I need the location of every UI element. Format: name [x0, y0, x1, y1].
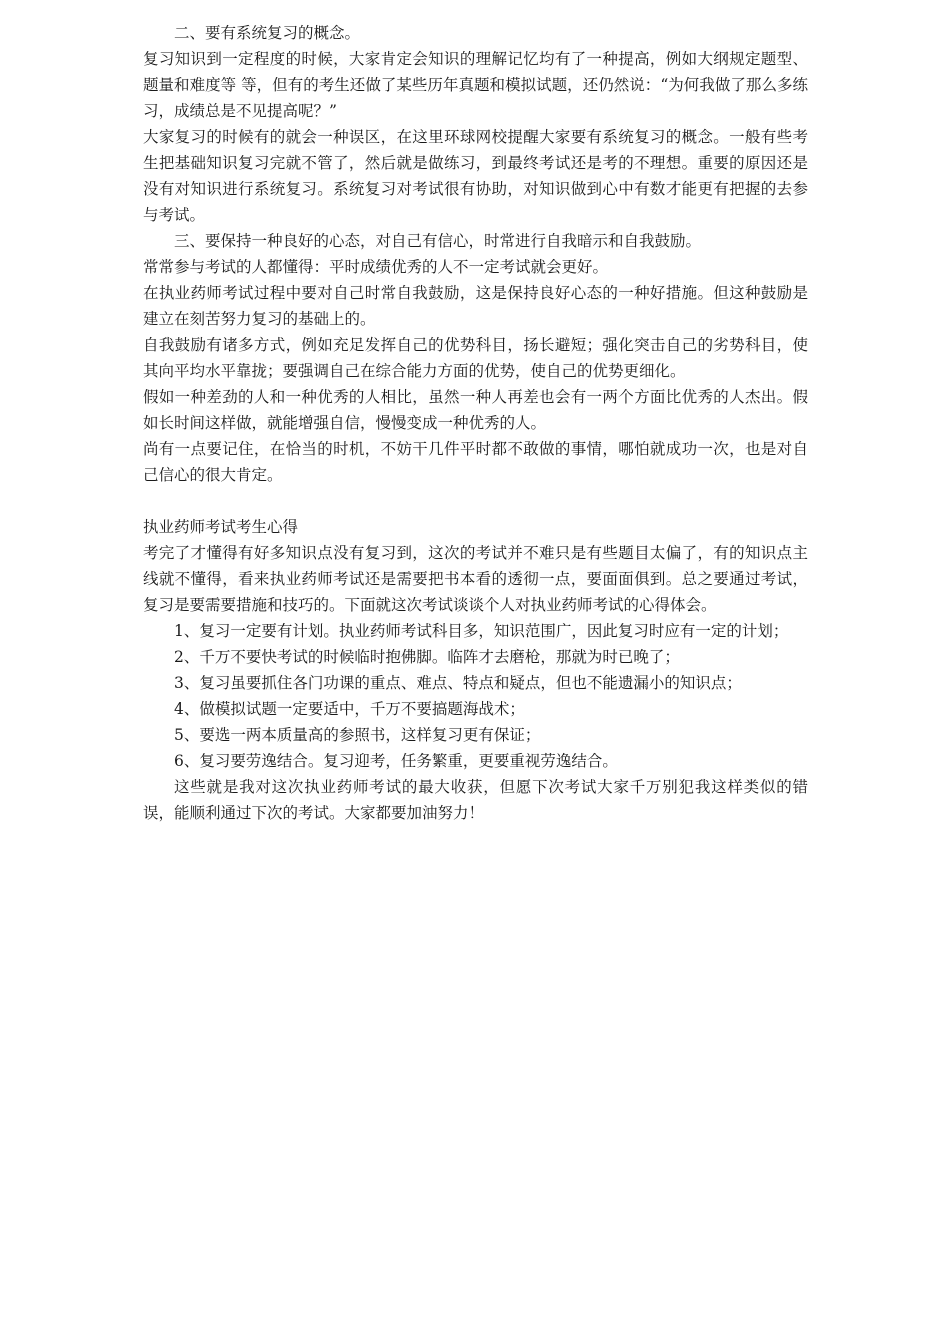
list-item: 2、千万不要快考试的时候临时抱佛脚。临阵才去磨枪，那就为时已晚了；: [174, 648, 680, 666]
spacer: [143, 488, 808, 514]
conclusion-paragraph: 这些就是我对这次执业药师考试的最大收获，但愿下次考试大家千万别犯我这样类似的错误，能顺利通过下次的考试。大家都要加油努力！: [143, 778, 808, 822]
list-item: 1、复习一定要有计划。执业药师考试科目多，知识范围广，因此复习时应有一定的计划；: [174, 622, 789, 640]
paragraph: 复习知识到一定程度的时候，大家肯定会知识的理解记忆均有了一种提高，例如大纲规定题型、题量和难度等 等，但有的考生还做了某些历年真题和模拟试题，还仍然说：“为何我做了那么多练习，成绩总是不见提高呢？”: [143, 50, 808, 120]
paragraph: 自我鼓励有诸多方式，例如充足发挥自己的优势科目，扬长避短；强化突击自己的劣势科目，使其向平均水平靠拢；要强调自己在综合能力方面的优势，使自己的优势更细化。: [143, 336, 808, 380]
article-title: 执业药师考试考生心得: [143, 518, 299, 536]
paragraph: 大家复习的时候有的就会一种误区，在这里环球网校提醒大家要有系统复习的概念。一般有些考生把基础知识复习完就不管了，然后就是做练习，到最终考试还是考的不理想。重要的原因还是没有对知识进行系统复习。系统复习对考试很有协助，对知识做到心中有数才能更有把握的去参与考试。: [143, 128, 808, 224]
paragraph: 常常参与考试的人都懂得：平时成绩优秀的人不一定考试就会更好。: [143, 258, 609, 276]
list-item: 5、要选一两本质量高的参照书，这样复习更有保证；: [174, 726, 541, 744]
section-heading-3: 三、要保持一种良好的心态，对自己有信心，时常进行自我暗示和自我鼓励。: [174, 232, 702, 250]
paragraph: 在执业药师考试过程中要对自己时常自我鼓励，这是保持良好心态的一种好措施。但这种鼓励是建立在刻苦努力复习的基础上的。: [143, 284, 808, 328]
list-item: 3、复习虽要抓住各门功课的重点、难点、特点和疑点，但也不能遗漏小的知识点；: [174, 674, 742, 692]
paragraph: 尚有一点要记住，在恰当的时机，不妨干几件平时都不敢做的事情，哪怕就成功一次，也是对自己信心的很大肯定。: [143, 440, 808, 484]
paragraph: 考完了才懂得有好多知识点没有复习到，这次的考试并不难只是有些题目太偏了，有的知识点主线就不懂得，看来执业药师考试还是需要把书本看的透彻一点，要面面俱到。总之要通过考试，复习是要需要措施和技巧的。下面就这次考试谈谈个人对执业药师考试的心得体会。: [143, 544, 808, 614]
list-item: 6、复习要劳逸结合。复习迎考，任务繁重，更要重视劳逸结合。: [174, 752, 618, 770]
document-page: [143, 20, 808, 826]
list-item: 4、做模拟试题一定要适中，千万不要搞题海战术；: [174, 700, 525, 718]
section-heading-2: 二、要有系统复习的概念。: [174, 24, 361, 42]
paragraph: 假如一种差劲的人和一种优秀的人相比，虽然一种人再差也会有一两个方面比优秀的人杰出。假如长时间这样做，就能增强自信，慢慢变成一种优秀的人。: [143, 388, 808, 432]
